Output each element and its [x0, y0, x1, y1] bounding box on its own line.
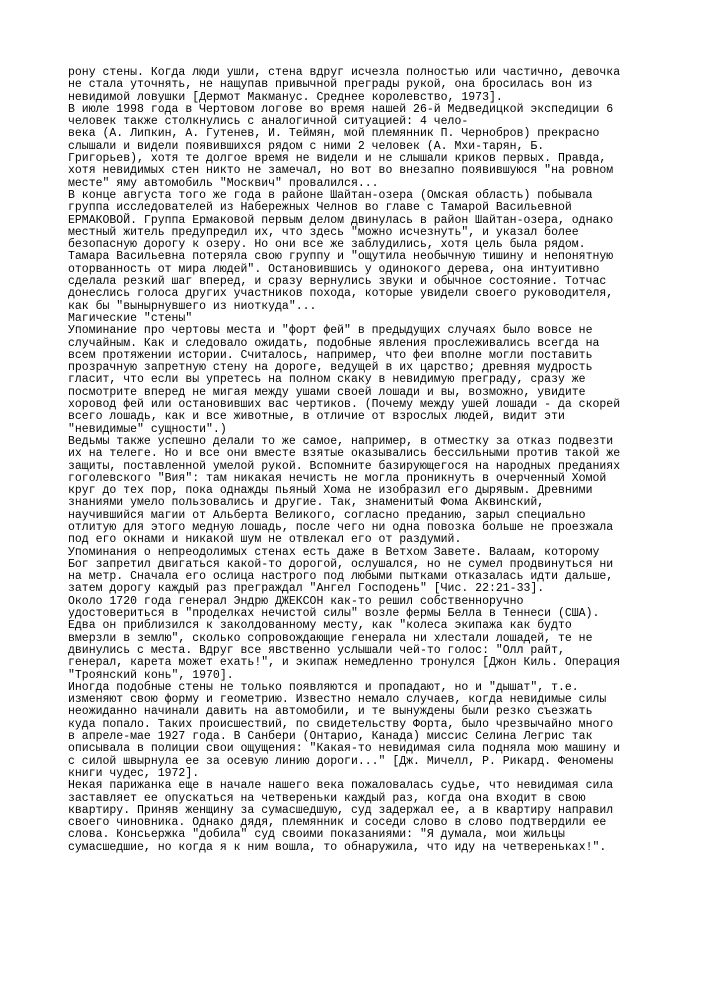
- text-line: прозрачную запретную стену на дороге, ведущей в их царство; древняя мудрость: [68, 361, 593, 375]
- text-line: хотя невидимых стен никто не замечал, но вот во внезапно появившуюся "на ровном: [68, 164, 614, 178]
- text-line: генерал, карета может ехать!", и экипаж немедленно тронулся [Джон Киль. Операция: [68, 656, 621, 670]
- text-line: затем дорогу каждый раз преграждал "Ангел Господень" [Чис. 22:21-33].: [68, 582, 545, 596]
- text-line: Около 1720 года генерал Эндрю ДЖЕКСОН как-то решил собственноручно: [68, 594, 524, 608]
- text-line: хоровод фей или остановивших вас чертиков. (Почему между ушей лошади - да скорей: [68, 398, 621, 412]
- text-line: с силой швырнула ее за осевую линию дороги..." [Дж. Мичелл, Р. Рикард. Феномены: [68, 754, 614, 768]
- text-line: не стала уточнять, не нащупав привычной преграды рукой, она бросилась вон из: [68, 78, 593, 92]
- text-line: случайным. Как и следовало ожидать, подобные явления прослеживались всегда на: [68, 336, 600, 350]
- text-line: Григорьев), хотя те долгое время не видели и не слышали криков первых. Правда,: [68, 152, 607, 166]
- text-line: под его окнами и никакой шум не отвлекал его от раздумий.: [68, 533, 462, 547]
- text-line: Едва он приблизился к заколдованному месту, как "колеса экипажа как будто: [68, 619, 572, 633]
- text-line: В июле 1998 года в Чертовом логове во время нашей 26-й Медведицкой экспедиции 6: [68, 102, 614, 116]
- text-line: века (А. Липкин, А. Гутенев, И. Теймян, мой племянник П. Чернобров) прекрасно: [68, 127, 600, 141]
- text-line: В конце августа того же года в районе Шайтан-озера (Омская область) побывала: [68, 188, 593, 202]
- text-line: Иногда подобные стены не только появляются и пропадают, но и "дышат", т.е.: [68, 680, 579, 694]
- text-line: невидимой ловушки [Дермот Макманус. Среднее королевство, 1973].: [68, 90, 503, 104]
- text-line: рону стены. Когда люди ушли, стена вдруг исчезла полностью или частично, девочка: [68, 66, 621, 79]
- text-line: "Троянский конь", 1970].: [68, 668, 234, 682]
- text-line: местный житель предупредил их, что здесь "можно исчезнуть", и указал более: [68, 225, 579, 239]
- text-line: знаниями умело пользовались и другие. Так, знаменитый Фома Аквинский,: [68, 496, 545, 510]
- text-line: их на телеге. Но и все они вместе взятые оказывались бессильными против такой же: [68, 447, 621, 461]
- text-line: группа исследователей из Набережных Челнов во главе с Тамарой Васильевной: [68, 201, 572, 215]
- text-line: всего лошадь, как и все животные, в отличие от взрослых людей, видит эти: [68, 410, 565, 424]
- text-line: вмерзли в землю", сколько сопровождающие генерала ни хлестали лошадей, те не: [68, 631, 593, 645]
- text-line: гоголевского "Вия": там никакая нечисть не могла проникнуть в очерченный Хомой: [68, 471, 607, 485]
- text-line: Упоминание про чертовы места и "форт фей" в предыдущих случаях было вовсе не: [68, 324, 593, 338]
- text-line: описывала в полиции свои ощущения: "Какая-то невидимая сила подняла мою машину и: [68, 742, 621, 756]
- text-line: защиты, поставленной умелой рукой. Вспомните базирующегося на народных преданиях: [68, 459, 621, 473]
- text-line: куда попало. Таких происшествий, по свидетельству Форта, было чрезвычайно много: [68, 717, 614, 731]
- text-line: Бог запретил двигаться какой-то дорогой, ослушался, но не сумел продвинуться ни: [68, 557, 614, 571]
- text-line: человек также столкнулись с аналогичной ситуацией: 4 чело-: [68, 115, 469, 129]
- text-line: всем протяжении истории. Считалось, например, что феи вполне могли поставить: [68, 348, 593, 362]
- text-line: слова. Консьержка "добила" суд своими показаниями: "Я думала, мои жильцы: [68, 828, 565, 842]
- text-line: Некая парижанка еще в начале нашего века пожаловалась судье, что невидимая сила: [68, 779, 614, 793]
- text-line: в апреле-мае 1927 года. В Санбери (Онтарио, Канада) миссис Селина Легрис так: [68, 730, 593, 744]
- text-line: круг до тех пор, пока однажды пьяный Хома не изобразил его дырявым. Древними: [68, 484, 593, 498]
- text-line: неожиданно начинали давить на автомобили, и те вынуждены были резко съезжать: [68, 705, 593, 719]
- text-line: гласит, что если вы упретесь на полном скаку в невидимую преграду, сразу же: [68, 373, 586, 387]
- text-line: отлитую для этого медную лошадь, после чего ни одна повозка больше не проезжала: [68, 520, 614, 534]
- text-line: книги чудес, 1972].: [68, 766, 200, 780]
- text-line: донеслись голоса других участников похода, которые увидели своего руководителя,: [68, 287, 614, 301]
- text-line: оторванность от мира людей". Остановившись у одинокого дерева, она интуитивно: [68, 262, 600, 276]
- text-line: удостовериться в "проделках нечистой силы" возле фермы Белла в Теннеси (США).: [68, 607, 600, 621]
- text-line: сделала резкий шаг вперед, и сразу вернулись звуки и обычное состояние. Тотчас: [68, 275, 607, 289]
- text-line: Тамара Васильевна потеряла свою группу и "ощутила необычную тишину и непонятную: [68, 250, 614, 264]
- text-line: научившийся магии от Альберта Великого, согласно преданию, зарыл специально: [68, 508, 586, 522]
- text-line: ЕРМАКОВОЙ. Группа Ермаковой первым делом двинулась в район Шайтан-озера, однако: [68, 213, 614, 227]
- text-line: сумасшедшие, но когда я к ним вошла, то обнаружила, что иду на четвереньках!".: [68, 840, 607, 854]
- text-line: своего чиновника. Однако дядя, племянник и соседи слово в слово подтвердили ее: [68, 816, 607, 830]
- text-line: месте" яму автомобиль "Москвич" провалился...: [68, 176, 379, 190]
- text-line: Магические "стены": [68, 311, 193, 325]
- text-line: на метр. Сначала его ослица настрого под любыми пытками отказалась идти дальше,: [68, 570, 614, 584]
- text-line: Ведьмы также успешно делали то же самое, например, в отместку за отказ подвезти: [68, 434, 614, 448]
- text-line: изменяют свою форму и геометрию. Известно немало случаев, когда невидимые силы: [68, 693, 607, 707]
- text-line: двинулись с места. Вдруг все явственно услышали чей-то голос: "Олл райт,: [68, 643, 565, 657]
- text-line: заставляет ее опускаться на четвереньки каждый раз, когда она входит в свою: [68, 791, 586, 805]
- text-line: посмотрите вперед не мигая между ушами своей лошади и вы, возможно, увидите: [68, 385, 586, 399]
- text-line: "невидимые" сущности".): [68, 422, 227, 436]
- text-line: квартиру. Приняв женщину за сумасшедшую, суд задержал ее, а в квартиру направил: [68, 803, 614, 817]
- text-line: безопасную дорогу к озеру. Но они все же заблудились, хотя цель была рядом.: [68, 238, 586, 252]
- text-line: слышали и видели появившихся рядом с ними 2 человек (А. Мхи-тарян, Б.: [68, 139, 545, 153]
- text-line: Упоминания о непреодолимых стенах есть даже в Ветхом Завете. Валаам, которому: [68, 545, 600, 559]
- text-line: как бы "вынырнувшего из ниоткуда"...: [68, 299, 317, 313]
